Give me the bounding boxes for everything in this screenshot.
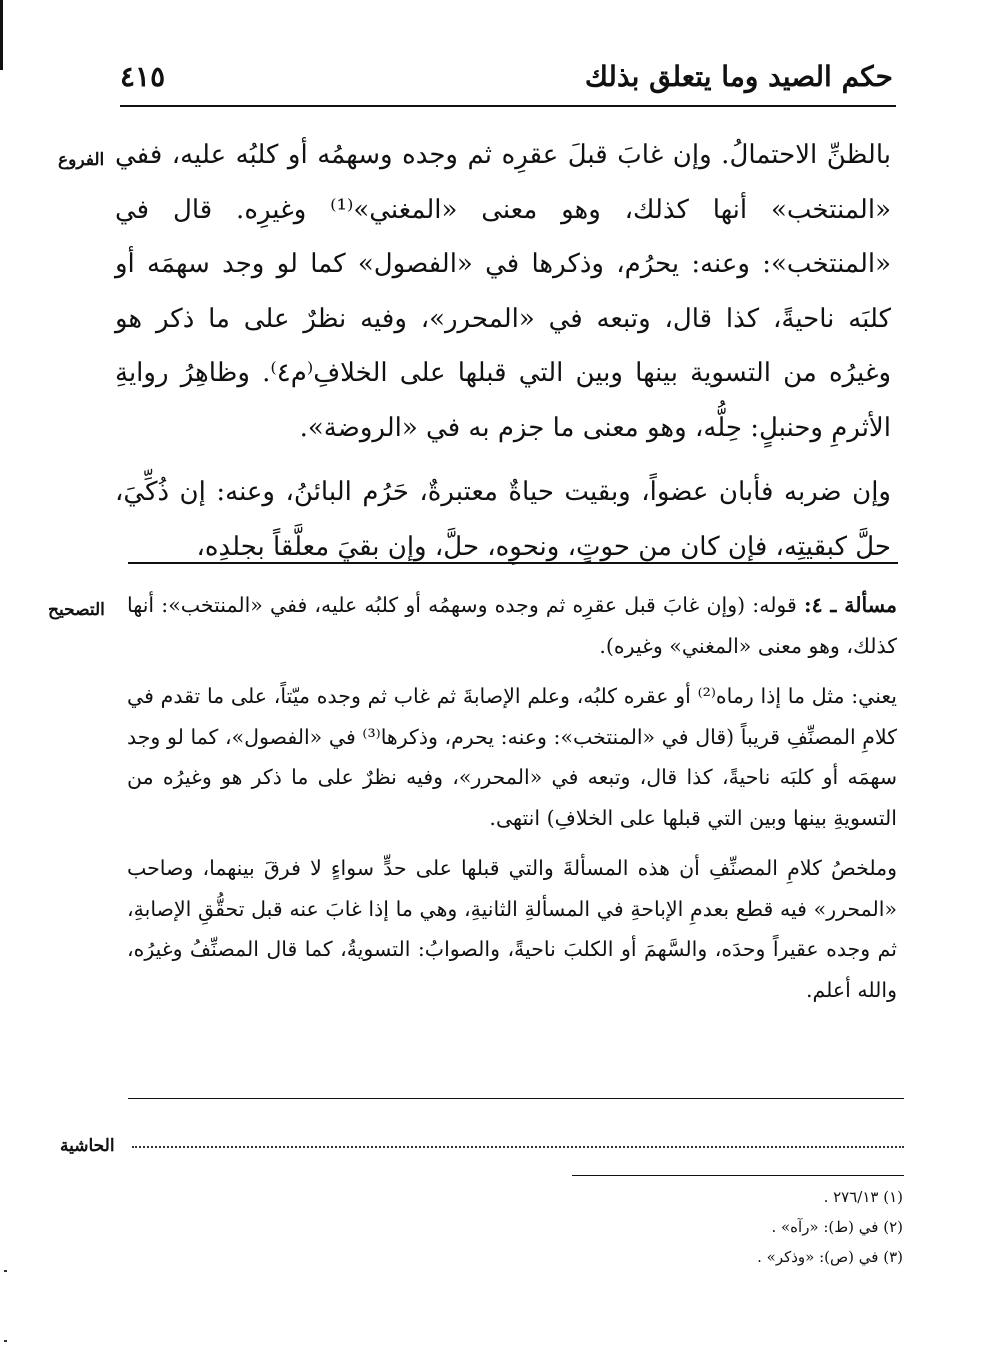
section-divider [128,562,898,564]
page-edge-mark [0,0,3,70]
footnote: (٣) في (ص): «وذكر» . [757,1248,903,1266]
scan-mark [4,1270,7,1272]
hashiya-label: الحاشية [60,1136,115,1156]
header-divider [120,105,896,107]
main-text [115,128,891,574]
main-paragraph: وإن ضربه فأبان عضواً، وبقيت حياةٌ معتبرةٌ، حَرُم البائنُ، وعنه: إن ذُكِّيَ، حلَّ كبقيتِه، فإن كان من حوتٍ، ونحوِه، حلَّ، وإن بقيَ معلَّقاً بجلدِه، [115,477,891,562]
main-paragraph: بالظنِّ الاحتمالُ. وإن غابَ قبلَ عقرِه ثم وجده وسهمُه أو كلبُه عليه، ففي «المنتخب» أنها كذلك، وهو معنى «المغني»⁽¹⁾ وغيرِه. قال في «المنتخب»: وعنه: يحرُم، وذكرها في «الفصول» كما لو وجد سهمَه أو كلبَه ناحيةً، كذا قال، وتبعه في «المحرر»، وفيه نظرٌ على ما ذكر هو وغيرُه من التسوية بينها وبين التي قبلها على الخلافِ⁽م٤⁾. وظاهِرُ روايةِ الأثرمِ وحنبلٍ: حِلُّه، وهو معنى ما جزم به في «الروضة». [115,140,891,443]
running-header-title: حكم الصيد وما يتعلق بذلك [584,60,893,93]
tashih-text [127,585,897,1020]
page-number: ٤١٥ [120,60,166,93]
hashiya-dotted-line [132,1146,904,1148]
footnote: (٢) في (ط): «رآه» . [771,1218,903,1236]
footnote: (١) ٢٧٦/١٣ . [823,1188,903,1206]
footnote-divider [572,1175,904,1176]
tashih-paragraph: يعني: مثل ما إذا رماه⁽²⁾ أو عقره كلبُه، وعلم الإصابةَ ثم غاب ثم وجده ميّتاً، على ما تقدم في كلامِ المصنِّفِ قريباً (قال في «المنتخب»: وعنه: يحرم، وذكرها⁽³⁾ في «الفصول»، كما لو وجد سهمَه أو كلبَه ناحيةً، كذا قال، وتبعه في «المحرر»، وفيه نظرٌ على ما ذكر هو وغيرُه من التسويةِ بينها وبين التي قبلها على الخلافِ) انتهى. [127,684,897,830]
scan-mark [4,1340,7,1342]
issue-text: قوله: (وإن غابَ قبل عقرِه ثم وجده وسهمُه أو كلبُه عليه، ففي «المنتخب»: أنها كذلك، وهو معنى «المغني» وغيره). [127,593,897,658]
tashih-paragraph: وملخصُ كلامِ المصنِّفِ أن هذه المسألةَ والتي قبلها على حدٍّ سواءٍ لا فرقَ بينهما، وصاحب «المحرر» فيه قطع بعدمِ الإباحةِ في المسألةِ الثانيةِ، وهي ما إذا غابَ عنه قبل تحقُّقِ الإصابةِ، ثم وجده عقيراً وحدَه، والسَّهمَ أو الكلبَ ناحيةً، والصوابُ: التسويةُ، كما قال المصنِّفُ وغيرُه، والله أعلم. [127,856,897,1002]
footnotes [503,1182,903,1272]
hashiya-divider [128,1098,904,1099]
tashih-issue [127,585,897,666]
issue-label: مسألة ـ ٤: [804,593,897,617]
side-label-furu: الفروع [58,150,105,170]
side-label-tashih: التصحيح [48,600,105,620]
